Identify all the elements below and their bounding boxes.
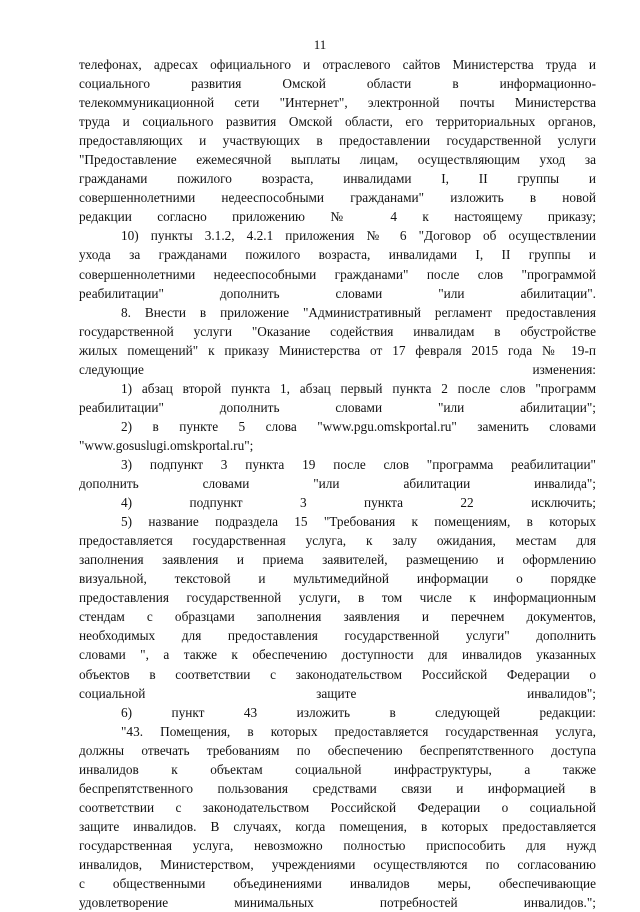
text-line: дополнить словами "или абилитации инвалида"; — [79, 476, 596, 492]
text-line: государственной услуги "Оказание содействия инвалидам в обустройстве — [79, 323, 596, 339]
text-line: предоставляется государственная услуга, к залу ожидания, местам для — [79, 533, 596, 549]
text-line: заполнения заявления и приема заявителей, размещению и оформлению — [79, 552, 596, 568]
text-line: социальной защите инвалидов"; — [79, 685, 596, 701]
page-number: 11 — [313, 37, 327, 52]
text-line: предоставляющих и участвующих в предоставлении государственной услуги — [79, 133, 596, 149]
text-line: редакции согласно приложению № 4 к настоящему приказу; — [79, 209, 596, 225]
text-line: 8. Внести в приложение "Административный регламент предоставления — [121, 304, 596, 320]
text-line: 5) название подраздела 15 "Требования к помещениям, в которых — [121, 514, 596, 530]
text-line: беспрепятственного пользования средствами связи и информацией в — [79, 780, 596, 796]
text-line: должны отвечать требованиям по обеспечению беспрепятственного доступа — [79, 742, 596, 758]
text-line: 1) абзац второй пункта 1, абзац первый пункта 2 после слов "программ — [121, 380, 596, 396]
text-line: жилых помещений" к приказу Министерства от 17 февраля 2015 года № 19-п — [79, 342, 596, 358]
text-line: телефонах, адресах официального и отраслевого сайтов Министерства труда и — [79, 57, 596, 72]
text-line: социального развития Омской области в информационно- — [79, 76, 596, 92]
text-line: защите инвалидов. В случаях, когда помещения, в которых предоставляется — [79, 818, 596, 834]
text-line: соответствии с законодательством Российской Федерации о социальной — [79, 799, 596, 815]
text-line: 4) подпункт 3 пункта 22 исключить; — [121, 495, 596, 511]
text-line: необходимых для предоставления государственной услуги" дополнить — [79, 628, 596, 644]
text-line: 2) в пункте 5 слова "www.pgu.omskportal.ru" заменить словами — [121, 418, 596, 434]
text-line: реабилитации" дополнить словами "или абилитации". — [79, 285, 596, 301]
text-line: совершеннолетними недееспособными гражданами" после слов "программой — [79, 266, 596, 282]
text-line: инвалидов, Министерством, учреждениями осуществляются по согласованию — [79, 856, 596, 872]
text-line: 6) пункт 43 изложить в следующей редакции: — [121, 704, 596, 720]
text-line: совершеннолетними недееспособными гражданами" изложить в новой — [79, 190, 596, 206]
text-line: с общественными объединениями инвалидов меры, обеспечивающие — [79, 876, 596, 892]
text-line: инвалидов к объектам социальной инфраструктуры, а также — [79, 761, 596, 777]
text-line: визуальной, текстовой и мультимедийной информации о порядке — [79, 571, 596, 587]
text-line: ухода за гражданами пожилого возраста, инвалидами I, II группы и — [79, 247, 596, 263]
text-line: государственная услуга, невозможно полностью приспособить для нужд — [79, 837, 596, 853]
text-line: объектов в соответствии с законодательством Российской Федерации о — [79, 666, 596, 682]
text-line: удовлетворение минимальных потребностей инвалидов."; — [79, 895, 596, 911]
text-line: 3) подпункт 3 пункта 19 после слов "программа реабилитации" — [121, 456, 596, 472]
text-line: "43. Помещения, в которых предоставляется государственная услуга, — [121, 723, 596, 739]
text-line: стендам с образцами заполнения заявления и перечнем документов, — [79, 609, 596, 625]
text-line: труда и социального развития Омской области, его территориальных органов, — [79, 114, 596, 130]
text-line: следующие изменения: — [79, 361, 596, 377]
text-line: "www.gosuslugi.omskportal.ru"; — [79, 437, 254, 453]
text-line: словами ", а также к обеспечению доступности для инвалидов указанных — [79, 647, 596, 663]
document-body — [79, 55, 596, 912]
text-line: предоставления государственной услуги, в том числе к информационным — [79, 590, 596, 606]
text-line: гражданами пожилого возраста, инвалидами I, II группы и — [79, 171, 596, 187]
text-line: реабилитации" дополнить словами "или абилитации"; — [79, 399, 596, 415]
text-line: телекоммуникационной сети "Интернет", электронной почты Министерства — [79, 95, 596, 111]
text-line: 10) пункты 3.1.2, 4.2.1 приложения № 6 "Договор об осуществлении — [121, 228, 596, 244]
text-line: "Предоставление ежемесячной выплаты лицам, осуществляющим уход за — [79, 152, 596, 168]
